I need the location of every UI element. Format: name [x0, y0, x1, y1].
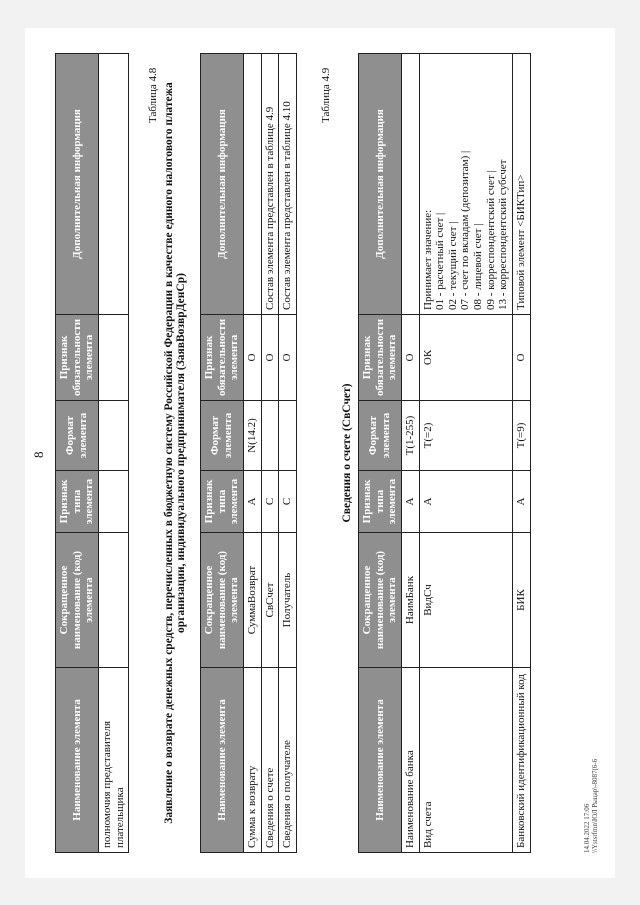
table-header-row	[56, 53, 99, 852]
table-cell: Наименование банка	[401, 667, 419, 852]
header-cell: Признак обязательности элемента	[56, 314, 99, 400]
table-cell	[261, 400, 279, 470]
table-row	[261, 53, 279, 852]
table-4-9	[358, 53, 531, 853]
header-cell: Признак типа элемента	[359, 470, 402, 532]
header-cell: Формат элемента	[359, 400, 402, 470]
table-cell: Сведения о получателе	[279, 667, 297, 852]
page-number: 8	[31, 451, 46, 458]
header-cell: Дополнительная информация	[359, 53, 402, 314]
table-cell	[401, 53, 419, 314]
header-cell: Дополнительная информация	[56, 53, 99, 314]
table-cell	[98, 470, 128, 532]
table-cell: О	[401, 314, 419, 400]
header-cell: Наименование элемента	[201, 667, 244, 852]
table-row	[98, 53, 128, 852]
header-cell: Сокращенное наименование (код) элемента	[56, 532, 99, 667]
table-header-row	[359, 53, 402, 852]
table-row	[513, 53, 531, 852]
table-row	[279, 53, 297, 852]
table-cell	[98, 314, 128, 400]
table-cell: ОК	[419, 314, 512, 400]
table-header-row	[201, 53, 244, 852]
table-cell	[243, 53, 261, 314]
table-cell	[279, 400, 297, 470]
table-cell: О	[243, 314, 261, 400]
table-row	[243, 53, 261, 852]
table-cell: С	[261, 470, 279, 532]
table-cell: О	[261, 314, 279, 400]
table-cell: А	[419, 470, 512, 532]
header-cell: Признак типа элемента	[56, 470, 99, 532]
table-cell: ВидСч	[419, 532, 512, 667]
table-row	[419, 53, 512, 852]
table-title-4-9: Сведения о счете (СвСчет)	[341, 382, 353, 523]
table-cell: НаимБанк	[401, 532, 419, 667]
table-label-4-8: Таблица 4.8	[147, 67, 159, 123]
table-cell: Сумма к возврату	[243, 667, 261, 852]
table-cell: Получатель	[279, 532, 297, 667]
table-cell: БИК	[513, 532, 531, 667]
table-cell: полномочия представителя плательщика	[98, 667, 128, 852]
table-4-8	[200, 53, 297, 853]
table-cell: Т(1-255)	[401, 400, 419, 470]
header-cell: Сокращенное наименование (код) элемента	[201, 532, 244, 667]
table-cell	[98, 532, 128, 667]
header-cell: Признак типа элемента	[201, 470, 244, 532]
table-cell: Банковский идентификационный код	[513, 667, 531, 852]
header-cell: Дополнительная информация	[201, 53, 244, 314]
continuation-table	[55, 53, 129, 853]
table-cell: Принимает значение: 01 - расчетный счет | 02 - текущий счет | 07 - счет по вкладам (депозитам) | 08 - лицевой счет | 09 - корреспондентский счет | 13 - корреспондентский субсчет	[419, 53, 512, 314]
table-title-4-8: Заявление о возврате денежных средств, перечисленных в бюджетную систему Российской Федерации в качестве единого налогового платежа организации, индивидуального предпринимателя (ЗаявВозврДенСр)	[163, 81, 187, 824]
table-cell: А	[513, 470, 531, 532]
header-cell: Сокращенное наименование (код) элемента	[359, 532, 402, 667]
table-cell: С	[279, 470, 297, 532]
table-cell	[98, 400, 128, 470]
table-cell: СвСчет	[261, 532, 279, 667]
table-cell	[98, 53, 128, 314]
header-cell: Наименование элемента	[359, 667, 402, 852]
header-cell: Формат элемента	[201, 400, 244, 470]
table-cell: N(14.2)	[243, 400, 261, 470]
table-cell: Состав элемента представлен в таблице 4.10	[279, 53, 297, 314]
table-cell: О	[279, 314, 297, 400]
header-cell: Наименование элемента	[56, 667, 99, 852]
table-label-4-9: Таблица 4.9	[320, 67, 332, 123]
print-footnote: 14.04.2022 17:06 \\Ystsrfmn\ЮЛ Рыцар\-8087(6-6	[583, 758, 600, 853]
table-cell: Состав элемента представлен в таблице 4.9	[261, 53, 279, 314]
table-cell: А	[243, 470, 261, 532]
table-cell: Сведения о счете	[261, 667, 279, 852]
header-cell: Признак обязательности элемента	[201, 314, 244, 400]
table-cell: Вид счета	[419, 667, 512, 852]
header-cell: Признак обязательности элемента	[359, 314, 402, 400]
table-cell: А	[401, 470, 419, 532]
table-cell: Типовой элемент <БИКТип>	[513, 53, 531, 314]
document-page	[25, 28, 615, 878]
table-row	[401, 53, 419, 852]
table-cell: Т(=2)	[419, 400, 512, 470]
table-cell: Т(=9)	[513, 400, 531, 470]
table-cell: СуммаВозврат	[243, 532, 261, 667]
table-cell: О	[513, 314, 531, 400]
header-cell: Формат элемента	[56, 400, 99, 470]
